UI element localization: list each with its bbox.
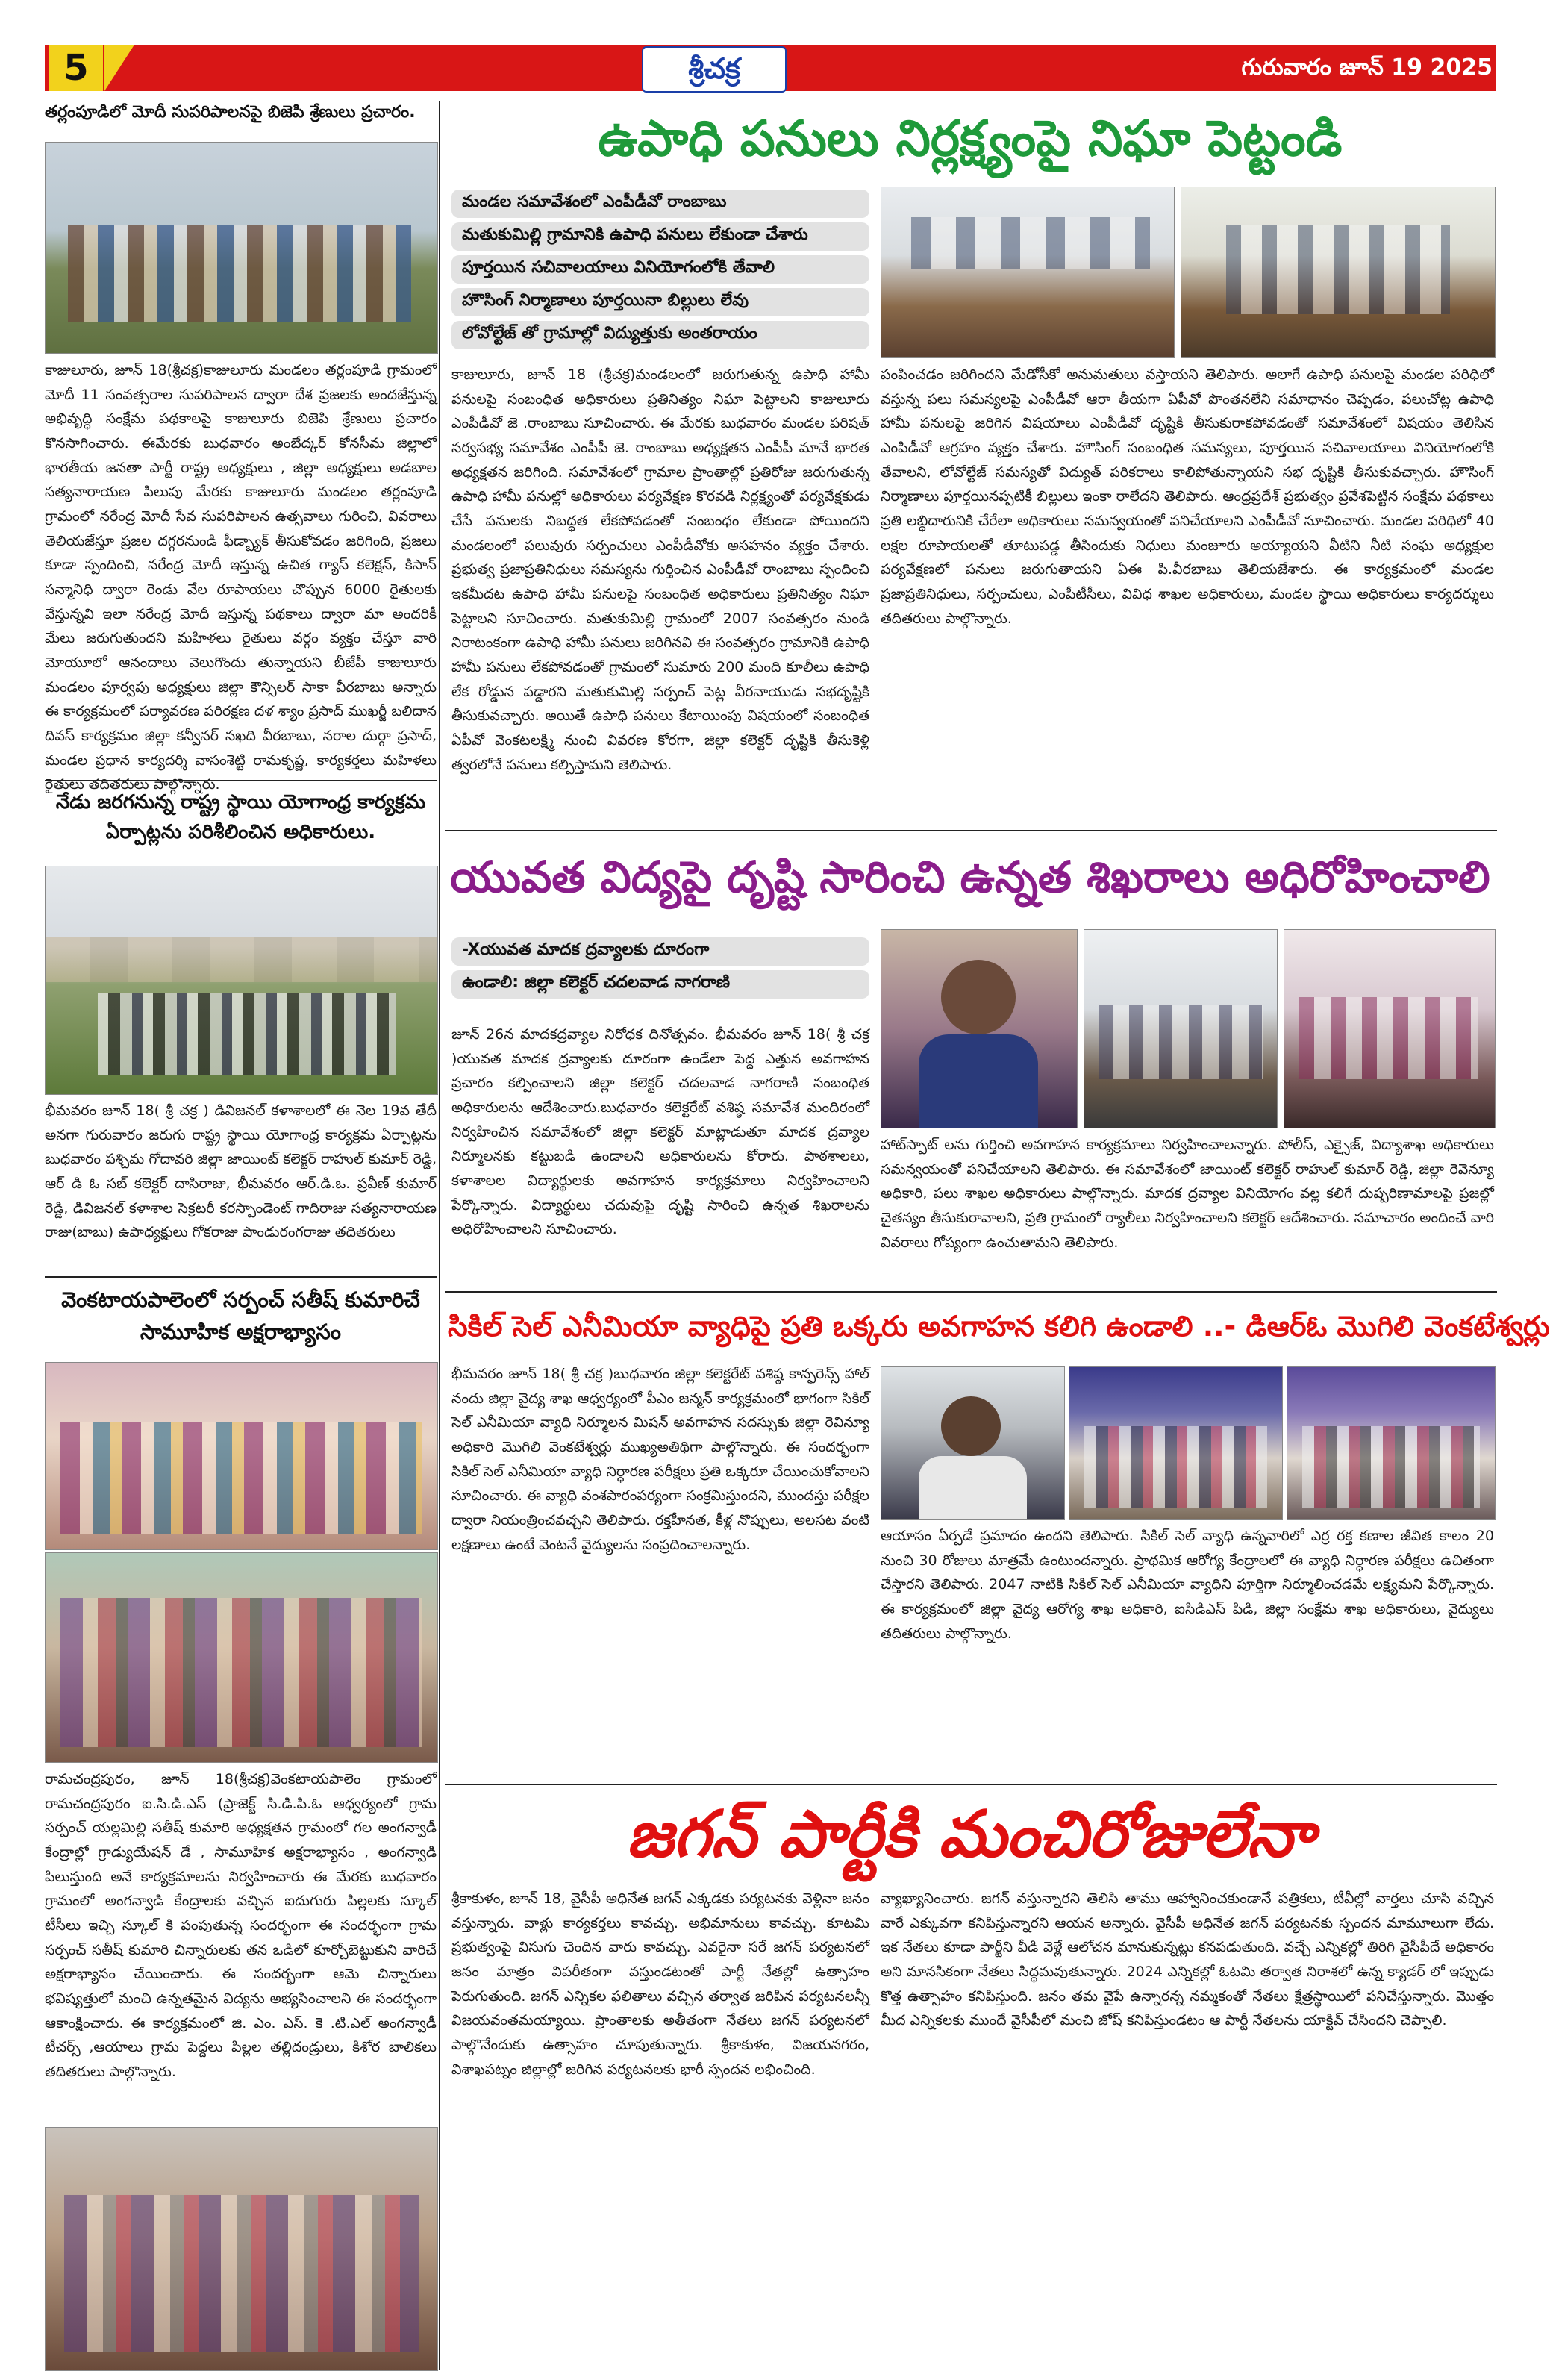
jagan-body-col2: వ్యాఖ్యానించారు. జగన్ వస్తున్నారని తెలిసి తాము ఆహ్వానించకుండానే పత్రికలు, టీవీల్లో వార్తలు చూసి వచ్చిన వారే ఎక్కువగా కనిపిస్తున్నారని ఆయన అన్నారు. వైసీపీ అధినేత జగన్ పర్యటనకు స్పందన మామూలుగా లేదు. ఇక నేతలు కూడా పార్టీని వీడి వెళ్లే ఆలోచన మానుకున్నట్లు కనపడుతుంది. వచ్చే ఎన్నికల్లో తిరిగి వైసీపీదే అధికారం అని మానసికంగా నేతలు సిద్ధమవుతున్నారు. 2024 ఎన్నికల్లో ఓటమి తర్వాత నిరాశలో ఉన్న క్యాడర్ లో ఇప్పుడు కొత్త ఉత్సాహం కనిపిస్తుంది. జనం తమ వైపే ఉన్నారన్న నమ్మకంతో నేతలు క్షేత్రస్థాయిలో పనిచేస్తున్నారు. మొత్తం మీద ఎన్నికలకు ముందే వైసీపీలో మంచి జోష్ కనిపిస్తుండటం ఆ పార్టీ నేతలను యాక్టివ్ చేసిందని చెప్పాలి.: [881, 1890, 1494, 2029]
paper-name: శ్రీచక్ర: [688, 52, 740, 85]
section-divider-3: [445, 1784, 1497, 1785]
paper-logo: [642, 46, 787, 93]
headline-yuvatha: యువత విద్యపై దృష్టి సారించి ఉన్నత శిఖరాలు అధిరోహించాలి: [450, 852, 1490, 902]
upadhi-highlights: [451, 185, 869, 355]
yuvatha-sub-1: -Xయువత మాదక ద్రవ్యాలకు దూరంగా: [451, 937, 869, 966]
section-divider-1: [445, 830, 1497, 831]
photo-sickle-release-1: [1069, 1366, 1283, 1520]
headline-upadhi: ఉపాధి పనులు నిర్లక్ష్యంపై నిఘా పెట్టండి: [598, 110, 1343, 167]
highlight-3: పూర్తయిన సచివాలయాలు వినియోగంలోకి తేవాలి: [451, 255, 869, 284]
photo-drugs-meeting-2: [1284, 929, 1496, 1128]
photo-bjp-campaign: [45, 142, 438, 354]
yuvatha-body-col1: జూన్ 26న మాదకద్రవ్యాల నిరోధక దినోత్సవం. భీమవరం జూన్ 18( శ్రీ చక్ర )యువత మాదక ద్రవ్యాలకు దూరంగా ఉండేలా పెద్ద ఎత్తున అవగాహన ప్రచారం కల్పించాలని జిల్లా కలెక్టర్ చదలవాడ నాగరాణి సంబంధిత అధికారులను ఆదేశించారు.బుధవారం కలెక్టరేట్ వశిష్ఠ సమావేశ మందిరంలో నిర్వహించిన సమావేశంలో జిల్లా కలెక్టర్ మాట్లాడుతూ మాదక ద్రవ్యాల నిర్మూలనకు కట్టుబడి ఉండాలని అధికారులను కోరారు. పాఠశాలలు, కళాశాలల విద్యార్థులకు అవగాహన కార్యక్రమాలు నిర్వహించాలని పేర్కొన్నారు. విద్యార్థులు చదువుపై దృష్టి సారించి ఉన్నత శిఖరాలను అధిరోహించాలని సూచించారు.: [451, 1026, 869, 1238]
photo-anganwadi-2: [45, 1552, 438, 1763]
highlight-5: లోవోల్టేజ్ తో గ్రామాల్లో విద్యుత్తుకు అంతరాయం: [451, 321, 869, 349]
story-headline-tarlampudi: తర్లంపూడిలో మోదీ సుపరిపాలనపై బిజెపి శ్రేణులు ప్రచారం.: [45, 103, 416, 122]
column-divider-left: [439, 101, 440, 2370]
sickle-body-col2: ఆయాసం ఏర్పడే ప్రమాదం ఉందని తెలిపారు. సికిల్ సెల్ వ్యాధి ఉన్నవారిలో ఎర్ర రక్త కణాల జీవిత కాలం 20 నుంచి 30 రోజులు మాత్రమే ఉంటుందన్నారు. ప్రాథమిక ఆరోగ్య కేంద్రాలలో ఈ వ్యాధి నిర్ధారణ పరీక్షలు ఉచితంగా చేస్తారని తెలిపారు. 2047 నాటికి సికిల్ సెల్ ఎనీమియా వ్యాధిని పూర్తిగా నిర్మూలించడమే లక్ష్యమని పేర్కొన్నారు. ఈ కార్యక్రమంలో జిల్లా వైద్య ఆరోగ్య శాఖ అధికారి, ఐసిడిఎస్ పిడి, జిల్లా సంక్షేమ శాఖ అధికారులు, వైద్యులు తదితరులు పాల్గొన్నారు.: [881, 1528, 1494, 1642]
story-body-venkatayapalem: రామచంద్రపురం, జూన్ 18(శ్రీచక్ర)వెంకటాయపాలెం గ్రామంలో రామచంద్రపురం ఐ.సి.డి.ఎస్ (ప్రాజెక్ట్ సి.డి.పి.ఓ ఆధ్వర్యంలో గ్రామ సర్పంచ్ యల్లమిల్లి సతీష్ కుమారి అధ్యక్షతన గ్రామంలో గల అంగన్వాడీ కేంద్రాల్లో గ్రాడ్యుయేషన్ డే , సామూహిక అక్షరాభ్యాసం , అంగన్వాడి పిలుస్తుంది అనే కార్యక్రమాలను నిర్వహించారు ఈ మేరకు బుధవారం గ్రామంలో అంగన్వాడి కేంద్రాలకు వచ్చిన ఐదుగురు పిల్లలకు స్కూల్ టీసీలు ఇచ్చి స్కూల్ కి పంపుతున్న సందర్భంగా ఈ సందర్భంగా గ్రామ సర్పంచ్ సతీష్ కుమారి చిన్నారులకు తన ఒడిలో కూర్చోబెట్టుకుని వారిచే అక్షరాభ్యాసం చేయించారు. ఈ సందర్భంగా ఆమె చిన్నారులు భవిష్యత్తులో మంచి ఉన్నతమైన విద్యను అభ్యసించాలని ఈ సందర్భంగా ఆకాంక్షించారు. ఈ కార్యక్రమంలో జి. ఎం. ఎస్. కె .టి.ఎల్ అంగన్వాడీ టీచర్స్ ,ఆయాలు గ్రామ పెద్దలు పిల్లల తల్లిదండ్రులు, కిశోర బాలికలు తదితరులు పాల్గొన్నారు.: [45, 1771, 437, 2081]
photo-yoga-venue: [45, 866, 438, 1095]
yuvatha-subheads: [451, 933, 869, 1015]
photo-mandal-meeting-1: [881, 187, 1175, 358]
story-body-yogandhra: భీమవరం జూన్ 18( శ్రీ చక్ర ) డివిజనల్ కళాశాలలో ఈ నెల 19వ తేదీ అనగా గురువారం జరుగు రాష్ట్ర స్థాయి యోగాంధ్ర కార్యక్రమ ఏర్పాట్లను బుధవారం పశ్చిమ గోదావరి జిల్లా జాయింట్ కలెక్టర్ రాహుల్ కుమార్ రెడ్డి, ఆర్ డి ఓ సబ్ కలెక్టర్ దాసిరాజు, భీమవరం ఆర్.డి.ఒ. ప్రవీణ్ కుమార్ రెడ్డి, డివిజనల్ కళాశాల సెక్రటరీ కరస్పాండెంట్ గాదిరాజు సత్యనారాయణ రాజు(బాబు) ఉపాధ్యక్షులు గోకరాజు పాండురంగరాజు తదితరులు: [45, 1102, 437, 1241]
photo-collector: [881, 929, 1078, 1128]
section-divider-2: [445, 1291, 1497, 1293]
sickle-body-col1: భీమవరం జూన్ 18( శ్రీ చక్ర )బుధవారం జిల్లా కలెక్టరేట్ వశిష్ఠ కాన్ఫరెన్స్ హాల్ నందు జిల్లా వైద్య శాఖ ఆధ్వర్యంలో పీఎం జన్మన్ కార్యక్రమంలో భాగంగా సికిల్ సెల్ ఎనీమియా వ్యాధి నిర్మూలన మిషన్ అవగాహన సదస్సుకు జిల్లా రెవిన్యూ అధికారి మొగిలి వెంకటేశ్వర్లు ముఖ్యఅతిథిగా పాల్గొన్నారు. ఈ సందర్భంగా సికిల్ సెల్ ఎనీమియా వ్యాధి నిర్ధారణ పరీక్షలు ప్రతి ఒక్కరూ చేయించుకోవాలని సూచించారు. ఈ వ్యాధి వంశపారంపర్యంగా సంక్రమిస్తుందని, ముందస్తు పరీక్షల ద్వారా నియంత్రించవచ్చని తెలిపారు. రక్తహీనత, కీళ్ల నొప్పులు, అలసట వంటి లక్షణాలు ఉంటే వెంటనే వైద్యులను సంప్రదించాలన్నారు.: [451, 1366, 869, 1553]
jagan-body-col1: శ్రీకాకుళం, జూన్ 18, వైసీపీ అధినేత జగన్ ఎక్కడకు పర్యటనకు వెళ్లినా జనం వస్తున్నారు. వాళ్లు కార్యకర్తలు కావచ్చు. అభిమానులు కావచ్చు. కూటమి ప్రభుత్వంపై విసుగు చెందిన వారు కావచ్చు. ఎవరైనా సరే జగన్ పర్యటనలో జనం మాత్రం విపరీతంగా వస్తుండటంతో పార్టీ నేతల్లో ఉత్సాహం పెరుగుతుంది. జగన్ ఎన్నికల ఫలితాలు వచ్చిన తర్వాత జరిపిన పర్యటనలన్నీ విజయవంతమయ్యాయి. ప్రాంతాలకు అతీతంగా నేతలు జగన్ పర్యటనలో పాల్గొనేందుకు ఉత్సాహం చూపుతున్నారు. శ్రీకాకుళం, విజయనగరం, విశాఖపట్నం జిల్లాల్లో జరిగిన పర్యటనలకు భారీ స్పందన లభించింది.: [451, 1890, 869, 2078]
story-headline-venkatayapalem: వెంకటాయపాలెంలో సర్పంచ్ సతీష్ కుమారిచే సామూహిక అక్షరాభ్యాసం: [61, 1287, 420, 1345]
photo-anganwadi-3: [45, 2127, 438, 2371]
upadhi-body-col2: పంపించడం జరిగిందని మేడోసీకో అనుమతులు వస్తాయని తెలిపారు. అలాగే ఉపాధి పనులపై మండల పరిధిలో వస్తున్న పలు సమస్యలపై ఎంపీడీవో ఆరా తీయగా ఏపీవో పొంతనలేని సమాధానం చెప్పడం, పలుచోట్ల ఉపాధి హామీ పనులపై జరిగిన విషయాలు ఎంపీడీవో దృష్టికి తీసుకురాకపోవడంతో సమావేశంలో విషయం తెలిసిన ఎంపిడీవో ఆగ్రహం వ్యక్తం చేశారు. హౌసింగ్ సంబంధిత సమస్యలు, పూర్తయిన సచివాలయాలు వినియోగంలోకి తేవాలని, లోవోల్టేజ్ సమస్యతో విద్యుత్ పరికరాలు కాలిపోతున్నాయని సభ దృష్టికి తీసుకువచ్చారు. హౌసింగ్ నిర్మాణాలు పూర్తయినప్పటికీ బిల్లులు ఇంకా రాలేదని తెలిపారు. ఆంధ్రప్రదేశ్ ప్రభుత్వం ప్రవేశపెట్టిన సంక్షేమ పథకాలు ప్రతి లబ్ధిదారునికి చేరేలా అధికారులు సమన్వయంతో పనిచేయాలని ఎంపీడీవో సూచించారు. మండల పరిధిలో 40 లక్షల రూపాయలతో తూటుపడ్డ తీసిందుకు నిధులు మంజూరు అయ్యాయని వీటిని నీటి సంఘ అధ్యక్షుల పర్యవేక్షణలో పనులు జరుగుతాయని ఏఈ పి.వీరబాబు తెలియజేశారు. ఈ కార్యక్రమంలో మండల ప్రజాప్రతినిధులు, సర్పంచులు, ఎంపీటీసీలు, వివిధ శాఖల అధికారులు, మండల స్థాయి అధికారులు కార్యదర్శులు తదితరులు పాల్గొన్నారు.: [881, 366, 1494, 627]
highlight-1: మండల సమావేశంలో ఎంపీడీవో రాంబాబు: [451, 190, 869, 218]
masthead-wedge-left: [104, 45, 134, 91]
photo-anganwadi-1: [45, 1362, 438, 1550]
headline-sickle-cell: సికిల్ సెల్ ఎనీమియా వ్యాధిపై ప్రతి ఒక్కరు అవగాహన కలిగి ఉండాలి ..- డిఆర్ఓ మొగిలి వెంకటేశ్వర్లు: [448, 1310, 1550, 1343]
photo-sickle-release-2: [1287, 1366, 1496, 1520]
upadhi-body-col1: కాజులూరు, జూన్ 18 (శ్రీచక్ర)మండలంలో జరుగుతున్న ఉపాధి హామీ పనులపై సంబంధిత అధికారులు ప్రతినిత్యం నిఘా పెట్టాలని కాజులూరు ఎంపీడీవో జె .రాంబాబు సూచించారు. ఈ మేరకు బుధవారం మండల పరిషత్ సర్వసభ్య సమావేశం ఎంపీపీ జె. రాంబాబు అధ్యక్షతన ఎంపీపీ మానే భారత అధ్యక్షతన జరిగింది. సమావేశంలో గ్రామాల ప్రాంతాల్లో ప్రతిరోజు జరుగుతున్న ఉపాధి హామీ పనుల్లో అధికారులు పర్యవేక్షణ కొరవడి నిర్లక్ష్యంతో పర్యవేక్షకుడు చేసే పనులకు నిబద్ధత లేకపోవడంతో సంబంధం లేకుండా పోయిందని మండలంలో పలువురు సర్పంచులు ఎంపీడీవోకు అసహనం వ్యక్తం చేశారు. ప్రభుత్వ ప్రజాప్రతినిధులు సమస్యను గుర్తించిన ఎంపీడీవో రాంబాబు స్పందించి ఇకమీదట ఉపాధి హామీ పనులపై సంబంధిత అధికారులు ప్రతినిత్యం నిఘా పెట్టాలని సూచించారు. మతుకుమిల్లి గ్రామంలో 2007 సంవత్సరం నుండి నిరాటంకంగా ఉపాధి హామీ పనులు జరిగినవి ఈ సంవత్సరం గ్రామానికి ఉపాధి హామీ పనులు లేకపోవడంతో గ్రామంలో సుమారు 200 మంది కూలీలు ఉపాధి లేక రోడ్డున పడ్డారని మతుకుమిల్లి సర్పంచ్ పెట్ల వీరనాయుడు సభదృష్టికి తీసుకువచ్చారు. అయితే ఉపాధి పనులు కేటాయింపు విషయంలో సంబంధిత ఏపీవో వెంకటలక్ష్మి నుంచి వివరణ కోరగా, జిల్లా కలెక్టర్ దృష్టికి తీసుకెళ్లి త్వరలోనే పనులు కల్పిస్తామని తెలిపారు.: [451, 366, 869, 773]
left-divider-2: [45, 1276, 437, 1278]
story-body-tarlampudi: కాజులూరు, జూన్ 18(శ్రీచక్ర)కాజులూరు మండలం తర్లంపూడి గ్రామంలో మోదీ 11 సంవత్సరాల సుపరిపాలన ద్వారా దేశ ప్రజలకు అందజేస్తున్న అభివృద్ధి సంక్షేమ పథకాలపై కాజులూరు బిజెపి శ్రేణులు ప్రచారం కొనసాగించారు. ఈమేరకు బుధవారం అంబేద్కర్ కోనసీమ జిల్లాలో భారతీయ జనతా పార్టీ రాష్ట్ర అధ్యక్షులు , జిల్లా అధ్యక్షులు అడబాల సత్యనారాయణ పిలుపు మేరకు కాజులూరు మండలం తర్లంపూడి గ్రామంలో నరేంద్ర మోదీ సేవ సుపరిపాలన ఉత్సవాలు గురించి, వివరాలు తెలియజేస్తూ ప్రజల దగ్గరనుండి ఫీడ్బ్యాక్ తీసుకోవడం జరిగింది, ప్రజలు కూడా స్పందించి, నరేంద్ర మోదీ ఇస్తున్న ఉచిత గ్యాస్ కలెక్షన్, కిసాన్ సన్మానిధి ద్వారా రెండు వేల రూపాయలు చొప్పున 6000 రైతులకు వేస్తున్నవి ఇలా నరేంద్ర మోదీ ఇస్తున్న పథకాలు ద్వారా మా అందరికీ మేలు జరుగుతుందని మహిళలు రైతులు వర్గం వ్యక్తం చేస్తూ వారి మోయూలో ఆనందాలు వెలుగొందు తున్నాయని బీజేపీ కాజులూరు మండలం పూర్వపు అధ్యక్షులు జిల్లా కౌన్సిలర్ సాకా వీరబాబు అన్నారు ఈ కార్యక్రమంలో పర్యావరణ పరిరక్షణ దళ శ్యాం ప్రసాద్ ముఖర్జీ బలిదాన దివస్ కార్యక్రమం జిల్లా కన్వీనర్ సఖది వీరబాబు, నరాల దుర్గా ప్రసాద్, మండల ప్రధాన కార్యదర్శి వాసంశెట్టి రామకృష్ణ, కార్యకర్తలు మహిళలు రైతులు తదితరులు పాల్గొన్నారు.: [45, 362, 437, 793]
photo-dro-speaking: [881, 1366, 1065, 1520]
photo-mandal-meeting-2: [1181, 187, 1496, 358]
yuvatha-sub-2: ఉండాలి: జిల్లా కలెక్టర్ చదలవాడ నాగరాణి: [451, 970, 869, 999]
highlight-4: హౌసింగ్ నిర్మాణాలు పూర్తయినా బిల్లులు లేవు: [451, 288, 869, 316]
photo-drugs-meeting-1: [1084, 929, 1278, 1128]
headline-jagan: జగన్ పార్టీకి మంచిరోజులేనా: [626, 1797, 1314, 1872]
page-number: 5: [49, 45, 103, 91]
masthead-date: గురువారం జూన్ 19 2025: [1241, 54, 1493, 81]
story-headline-yogandhra: నేడు జరగనున్న రాష్ట్ర స్థాయి యోగాంధ్ర కార్యక్రమ ఏర్పాట్లను పరిశీలించిన అధికారులు.: [55, 791, 426, 844]
yuvatha-body-col2: హాట్‌స్పాట్ లను గుర్తించి అవగాహన కార్యక్రమాలు నిర్వహించాలన్నారు. పోలీస్, ఎక్సైజ్, విద్యాశాఖ అధికారులు సమన్వయంతో పనిచేయాలని తెలిపారు. ఈ సమావేశంలో జాయింట్ కలెక్టర్ రాహుల్ కుమార్ రెడ్డి, జిల్లా రెవెన్యూ అధికారి, పలు శాఖల అధికారులు పాల్గొన్నారు. మాదక ద్రవ్యాల వినియోగం వల్ల కలిగే దుష్పరిణామాలపై ప్రజల్లో చైతన్యం తీసుకురావాలని, ప్రతి గ్రామంలో ర్యాలీలు నిర్వహించాలని కలెక్టర్ ఆదేశించారు. సమాచారం అందించే వారి వివరాలు గోప్యంగా ఉంచుతామని తెలిపారు.: [881, 1137, 1494, 1251]
highlight-2: మతుకుమిల్లి గ్రామానికి ఉపాధి పనులు లేకుండా చేశారు: [451, 222, 869, 251]
